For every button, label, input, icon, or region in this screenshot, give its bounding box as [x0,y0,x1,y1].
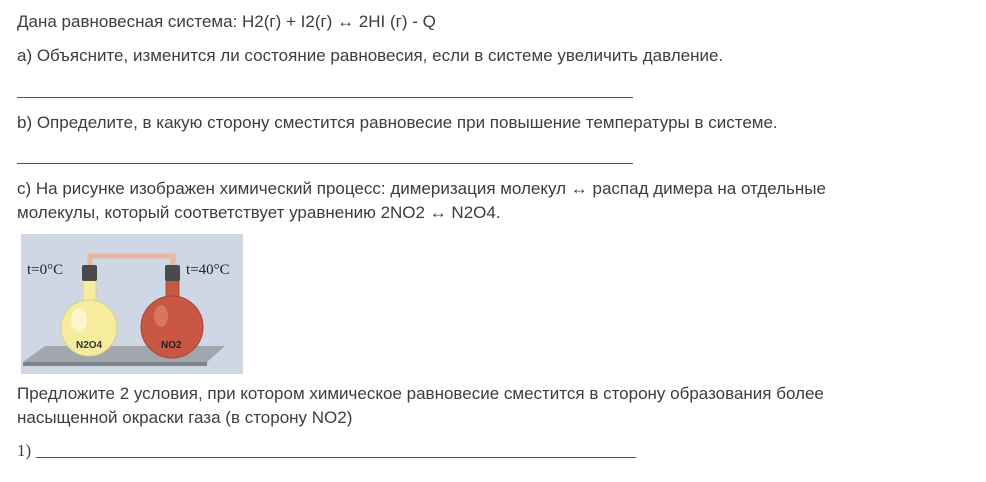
answer-line-a [17,97,633,98]
answer-1-label: 1) [17,441,32,460]
right-flask-highlight [154,305,168,327]
equation-line: Дана равновесная система: H2(г) + I2(г) ↔ 2HI (г) - Q [17,12,436,31]
answer-line-b [17,163,633,164]
question-a: а) Объясните, изменится ли состояние равновесия, если в системе увеличить давление. [17,46,724,65]
left-flask-formula: N2O4 [76,340,103,351]
right-flask-formula: NO2 [161,340,182,351]
flask-illustration [21,234,243,374]
left-flask-highlight [71,308,87,332]
platform-edge [23,362,207,366]
right-stopper [165,265,180,281]
suggest-line-2: насыщенной окраски газа (в сторону NO2) [17,408,353,427]
left-stopper [82,265,97,281]
suggest-line-1: Предложите 2 условия, при котором химическое равновесие сместится в сторону образования более [17,384,824,403]
answer-line-1 [36,457,636,458]
right-temperature-label: t=40°C [186,262,230,278]
question-c-line-2: молекулы, который соответствует уравнению 2NO2 ↔ N2O4. [17,203,501,222]
flask-diagram-svg [21,234,243,374]
question-b: b) Определите, в какую сторону сместится равновесие при повышение температуры в системе. [17,113,778,132]
left-temperature-label: t=0°C [27,262,64,278]
question-c-line-1: с) На рисунке изображен химический процесс: димеризация молекул ↔ распад димера на отдельные [17,179,826,198]
